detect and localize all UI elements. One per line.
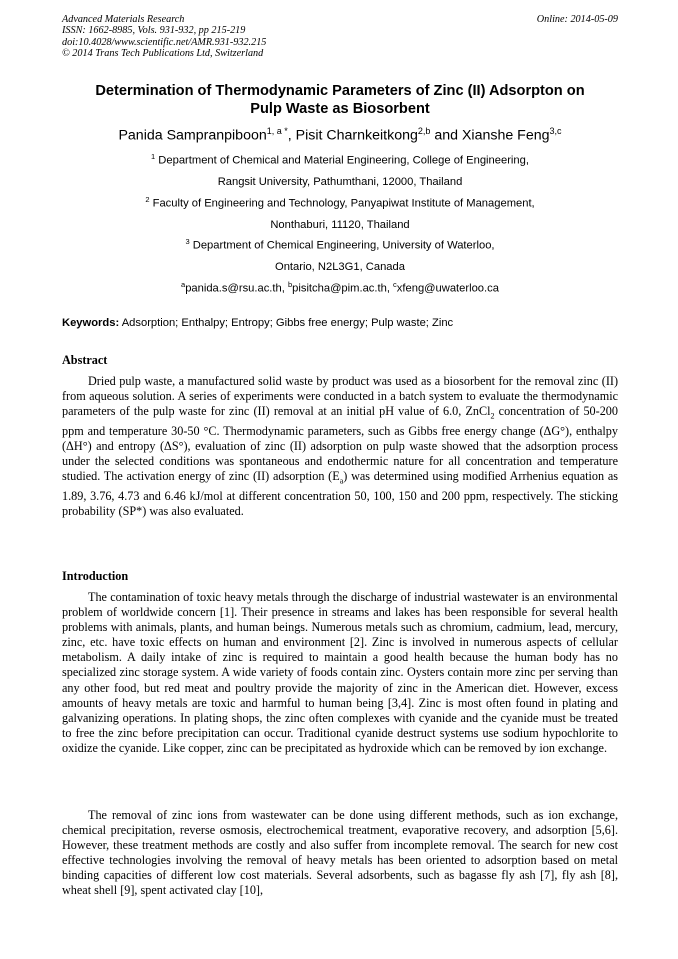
author-emails	[62, 274, 618, 300]
author-separator: ,	[287, 127, 296, 144]
abstract-paragraph	[62, 374, 618, 519]
journal-header	[62, 14, 618, 60]
affiliation-2	[62, 189, 618, 236]
affiliation-number: 3	[185, 237, 190, 246]
journal-name: Advanced Materials Research	[62, 14, 185, 25]
affiliation-text: Faculty of Engineering and Technology, Panyapiwat Institute of Management,	[149, 197, 535, 210]
introduction-heading: Introduction	[62, 569, 129, 583]
author-affil-mark: 2,b	[417, 126, 431, 136]
affiliation-line	[62, 189, 618, 215]
affiliation-line: Rangsit University, Pathumthani, 12000, Thailand	[217, 175, 463, 188]
email-link[interactable]: xfeng@uwaterloo.ca	[396, 282, 499, 295]
affiliation-number: 1	[151, 152, 156, 161]
introduction-paragraph-2: The removal of zinc ions from wastewater can be done using different methods, such as ion exchange, chemical precipitation, reverse osmosis, electrochemical treatment, evaporative recovery, and adsorption [5,6]. However, these treatment methods are costly and also suffer from incomplete removal. The search for new cost effective technologies involving the removal of heavy metals has been oriented to adsorption based on metal binding capacities of different low cost materials. Several adsorbents, such as bagasse fly ash [7], fly ash [8], wheat shell [9], spent activated clay [10],	[62, 808, 618, 898]
affiliation-line	[62, 146, 618, 172]
affiliation-line: Ontario, N2L3G1, Canada	[275, 260, 405, 273]
affiliation-text: Department of Chemical and Material Engineering, College of Engineering,	[155, 154, 529, 167]
affiliation-line: Nonthaburi, 11120, Thailand	[270, 218, 410, 231]
online-date: Online: 2014-05-09	[536, 14, 618, 25]
author-name: Xianshe Feng	[461, 127, 550, 144]
subscript: 2	[490, 411, 495, 421]
author-name: Pisit Charnkeitkong	[295, 127, 418, 144]
email-mark: b	[287, 280, 293, 289]
author-list	[62, 122, 618, 145]
affiliation-line	[62, 231, 618, 257]
copyright-line: © 2014 Trans Tech Publications Ltd, Switzerland	[62, 48, 264, 60]
author-affil-mark: 1, a *	[266, 126, 288, 136]
author-separator: and	[430, 127, 462, 144]
keywords-label: Keywords:	[62, 317, 120, 329]
abstract-heading: Abstract	[62, 353, 108, 367]
affiliation-1	[62, 146, 618, 193]
email-mark: a	[181, 280, 186, 289]
author-name: Panida Sampranpiboon	[118, 127, 267, 144]
keywords-text: Adsorption; Enthalpy; Entropy; Gibbs free energy; Pulp waste; Zinc	[119, 317, 454, 329]
abstract-text: ) was determined using modified Arrhenius equation as 1.89, 3.76, 4.73 and 6.46 kJ/mol at different concentration 50, 100, 150 and 200 ppm, respectively. The sticking probability (SP*) was also evaluated.	[62, 469, 618, 518]
author-affil-mark: 3,c	[549, 126, 562, 136]
affiliation-number: 2	[145, 195, 150, 204]
abstract-text: Dried pulp waste, a manufactured solid waste by product was used as a biosorbent for the removal zinc (II) from aqueous solution. A series of experiments were conducted in a batch system to evaluate the thermodynamic parameters of the pulp waste for zinc (II) removal at an initial pH value of 6.0, ZnCl	[62, 374, 618, 419]
subscript: a	[339, 476, 344, 486]
email-mark: c	[393, 280, 397, 289]
email-link[interactable]: pisitcha@pim.ac.th,	[292, 282, 394, 295]
introduction-paragraph-1: The contamination of toxic heavy metals through the discharge of industrial wastewater is an environmental problem of worldwide concern [1]. Their presence in streams and lakes has been responsible for several health problems with animals, plants, and human beings. Numerous metals such as chromium, cadmium, lead, mercury, zinc, etc. have toxic effects on human and environment [2]. Zinc is involved in numerous aspects of cellular metabolism. A daily intake of zinc is required to maintain a good health because the human body has no specialized zinc storage system. A wide variety of foods contain zinc. Oysters contain more zinc per serving than any other food, but red meat and poultry provide the majority of zinc in the American diet. However, excess amounts of heavy metals are toxic and harmful to human being [3,4]. Zinc is most often found in plating and galvanizing operations. In plating shops, the zinc often complexes with cyanide and the cyanide must be treated to free the zinc before precipitation can occur. Traditional cyanide destruct systems use sodium hypochlorite to oxidize the cyanide. Like copper, zinc can be precipitated as hydroxide which can be removed by ion exchange.	[62, 590, 618, 755]
affiliation-3	[62, 231, 618, 278]
title-line-2: Pulp Waste as Biosorbent	[250, 101, 430, 117]
abstract-text: concentration of 50-200 ppm and temperature 30-50 °C. Thermodynamic parameters, such as Gibbs free energy change (ΔG°), enthalpy (ΔH°) and entropy (ΔS°), evaluation of zinc (II) adsorption on pulp waste showed that the adsorption process under the selected conditions was spontaneous and endothermic nature for all concentration and temperature studied. The activation energy of zinc (II) adsorption (E	[62, 404, 618, 483]
email-link[interactable]: panida.s@rsu.ac.th,	[185, 282, 288, 295]
affiliation-text: Department of Chemical Engineering, University of Waterloo,	[189, 239, 495, 252]
issn-line: ISSN: 1662-8985, Vols. 931-932, pp 215-219	[62, 25, 246, 37]
title-line-1: Determination of Thermodynamic Parameters of Zinc (II) Adsorpton on	[95, 83, 585, 99]
paper-title	[62, 82, 618, 118]
doi-line[interactable]: doi:10.4028/www.scientific.net/AMR.931-932.215	[62, 36, 267, 48]
keywords	[62, 316, 618, 330]
